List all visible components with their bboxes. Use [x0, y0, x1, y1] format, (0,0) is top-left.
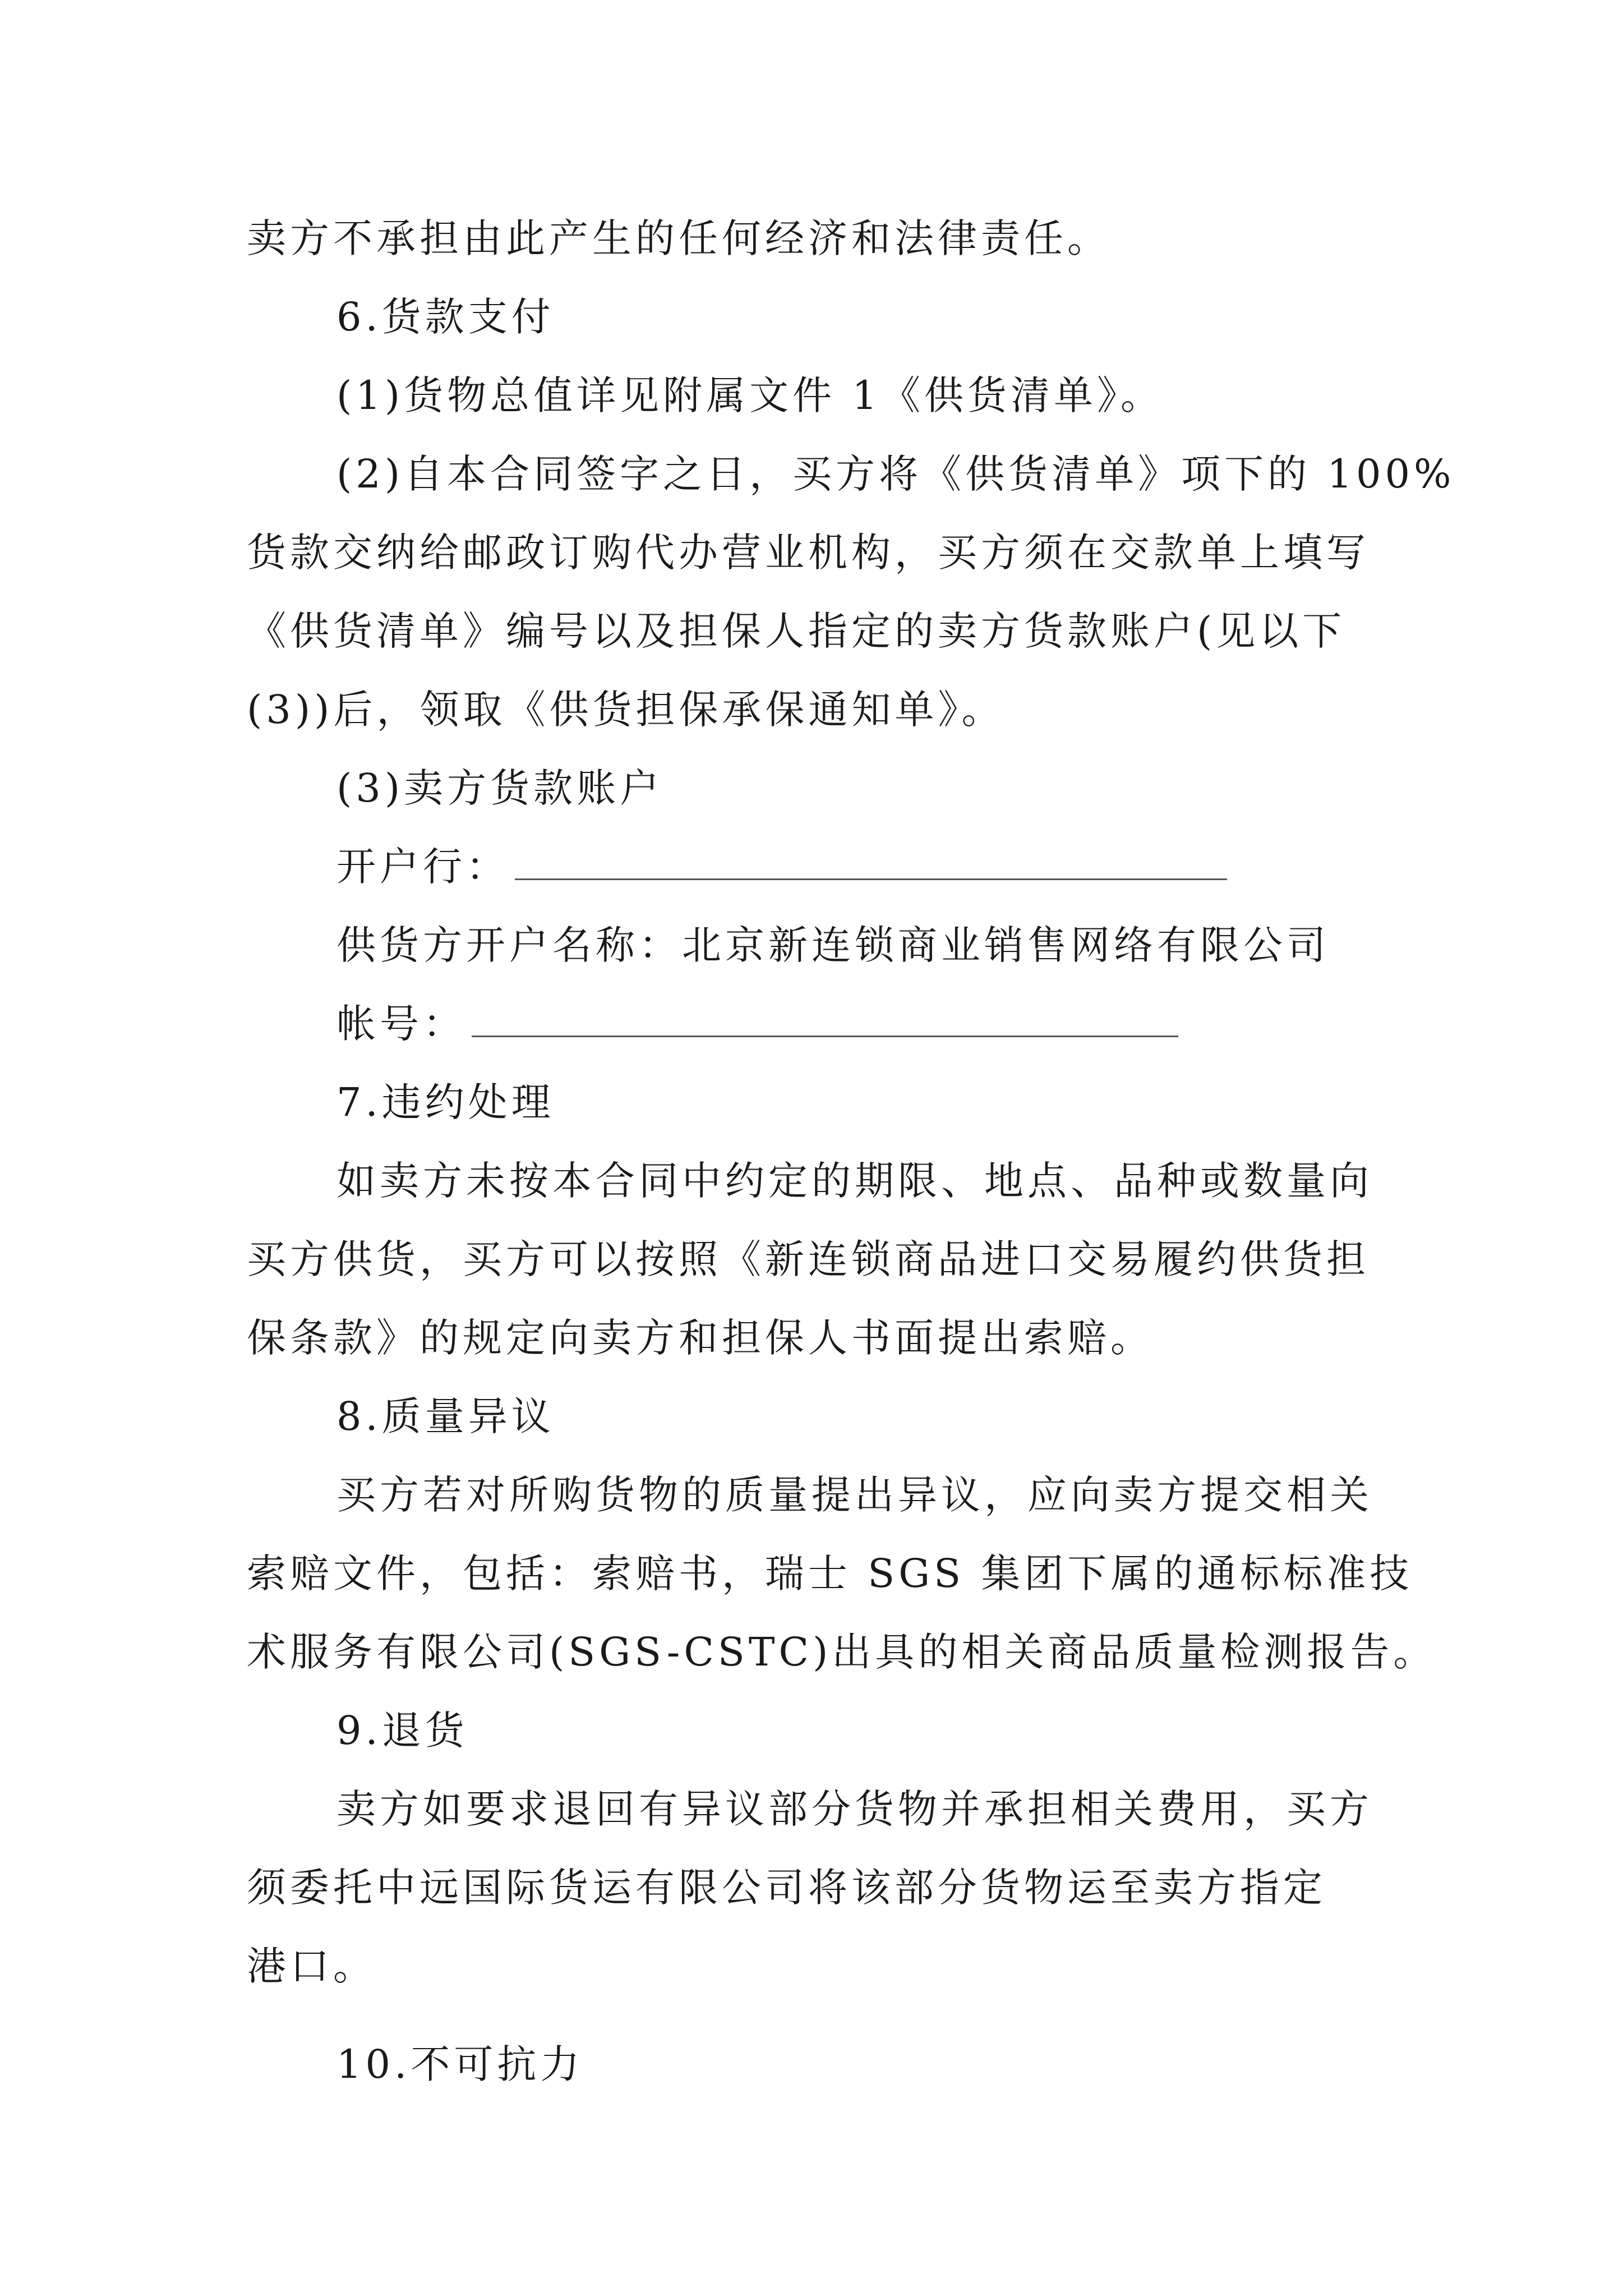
text-line: 索赔文件，包括：索赔书，瑞士 SGS 集团下属的通标标准技 [247, 1550, 1413, 1596]
section-heading-breach: 7.违约处理 [336, 1079, 555, 1125]
text-line: 港口。 [247, 1943, 376, 1989]
account-field-blank[interactable] [472, 1002, 1178, 1037]
text-line: 买方若对所购货物的质量提出异议，应向卖方提交相关 [336, 1472, 1373, 1518]
text-line: 保条款》的规定向卖方和担保人书面提出索赔。 [247, 1315, 1154, 1361]
account-field-label: 帐号： [336, 1001, 466, 1047]
section-heading-payment: 6.货款支付 [336, 294, 555, 340]
text-line: 货款交纳给邮政订购代办营业机构，买方须在交款单上填写 [247, 530, 1370, 576]
text-line: 买方供货，买方可以按照《新连锁商品进口交易履约供货担 [247, 1236, 1370, 1282]
text-line: 须委托中远国际货运有限公司将该部分货物运至卖方指定 [247, 1865, 1326, 1911]
text-line: (3)卖方货款账户 [336, 765, 663, 811]
text-line: 供货方开户名称：北京新连锁商业销售网络有限公司 [336, 922, 1330, 968]
section-heading-returns: 9.退货 [336, 1708, 468, 1754]
text-line: (3))后，领取《供货担保承保通知单》。 [247, 687, 1005, 733]
bank-field-row [336, 839, 1413, 895]
text-line: (2)自本合同签字之日，买方将《供货清单》项下的 100% [336, 451, 1455, 497]
text-line: 卖方如要求退回有异议部分货物并承担相关费用，买方 [336, 1786, 1373, 1832]
account-field-row [336, 996, 1413, 1052]
text-line: 《供货清单》编号以及担保人指定的卖方货款账户(见以下 [247, 608, 1346, 654]
text-line: 术服务有限公司(SGS-CSTC)出具的相关商品质量检测报告。 [247, 1629, 1437, 1675]
section-heading-force-majeure: 10.不可抗力 [336, 2041, 584, 2087]
text-line: 卖方不承担由此产生的任何经济和法律责任。 [247, 215, 1110, 261]
text-line: (1)货物总值详见附属文件 1《供货清单》。 [336, 372, 1164, 418]
bank-field-blank[interactable] [515, 845, 1227, 880]
bank-field-label: 开户行： [336, 844, 509, 890]
text-line: 如卖方未按本合同中约定的期限、地点、品种或数量向 [336, 1158, 1373, 1204]
section-heading-quality: 8.质量异议 [336, 1393, 555, 1439]
